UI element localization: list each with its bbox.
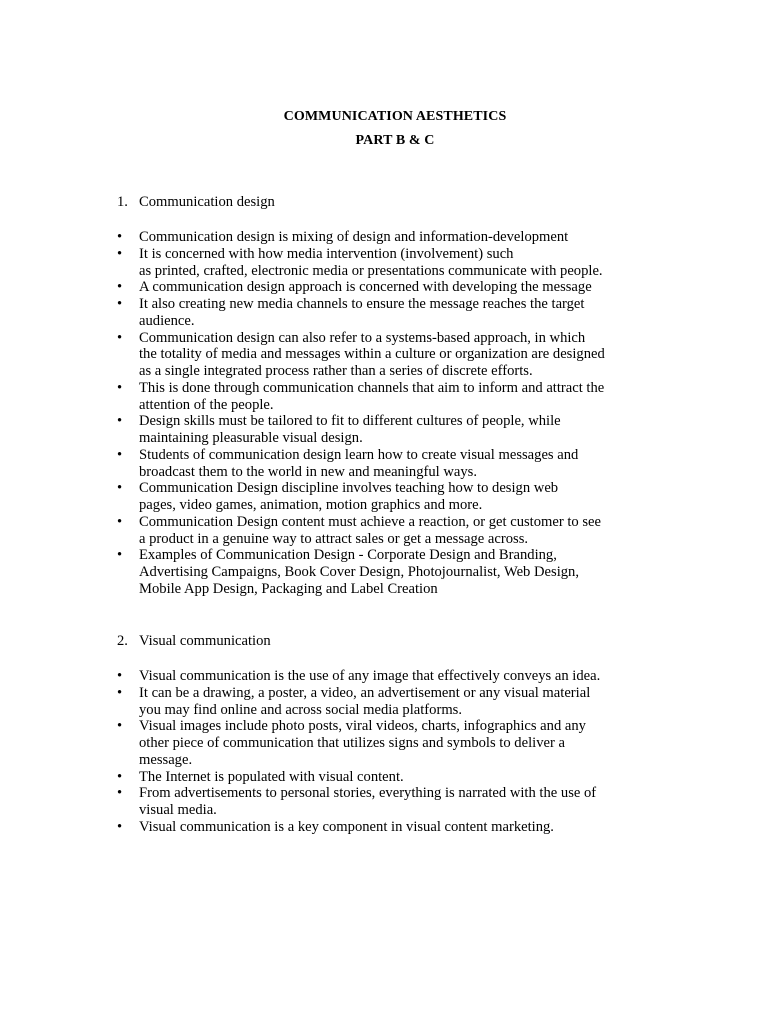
bullet-icon: • xyxy=(117,547,123,564)
document-title: COMMUNICATION AESTHETICS xyxy=(283,109,507,124)
list-item xyxy=(117,514,657,548)
section-heading-2 xyxy=(117,633,271,649)
list-item xyxy=(117,547,657,597)
section-heading-1 xyxy=(117,194,275,210)
section-number: 1. xyxy=(117,194,128,210)
list-item xyxy=(117,447,657,481)
list-item-text: Visual communication is a key component in visual content marketing. xyxy=(139,818,554,835)
list-item-text: Visual images include photo posts, viral videos, charts, infographics and any other piece of communication that utilizes signs and symbols to deliver a message. xyxy=(139,718,586,768)
bullet-icon: • xyxy=(117,296,123,312)
list-item-text: It is concerned with how media intervention (involvement) such as printed, crafted, electronic media or presentations communicate with people. xyxy=(139,245,603,279)
list-item-text: Examples of Communication Design - Corporate Design and Branding, Advertising Campaigns, Book Cover Design, Photojournalist, Web Design, Mobile App Design, Packaging and Label Creation xyxy=(139,547,579,597)
list-item-text: The Internet is populated with visual content. xyxy=(139,768,404,785)
list-item xyxy=(117,685,657,719)
list-item xyxy=(117,330,657,380)
list-item xyxy=(117,246,657,280)
list-item xyxy=(117,785,657,819)
section-title: Communication design xyxy=(139,194,275,210)
list-item-text: Design skills must be tailored to fit to different cultures of people, while maintaining pleasurable visual design. xyxy=(139,413,561,446)
bullet-list-visual-communication xyxy=(117,668,657,836)
list-item xyxy=(117,279,657,296)
bullet-icon: • xyxy=(117,480,123,497)
list-item-text: Communication design is mixing of design and information-development xyxy=(139,229,569,245)
bullet-icon: • xyxy=(117,413,123,430)
list-item xyxy=(117,718,657,768)
list-item xyxy=(117,413,657,447)
list-item-text: A communication design approach is concerned with developing the message xyxy=(139,279,592,296)
list-item-text: It also creating new media channels to ensure the message reaches the target audience. xyxy=(139,296,585,329)
list-item xyxy=(117,668,657,685)
bullet-icon: • xyxy=(117,785,123,802)
list-item-text: This is done through communication channels that aim to inform and attract the attention of the people. xyxy=(139,379,605,413)
bullet-icon: • xyxy=(117,279,123,296)
list-item xyxy=(117,296,657,330)
list-item xyxy=(117,819,657,836)
list-item-text: It can be a drawing, a poster, a video, an advertisement or any visual material you may find online and across social media platforms. xyxy=(139,684,591,718)
bullet-icon: • xyxy=(117,513,123,530)
bullet-icon: • xyxy=(117,684,123,701)
list-item-text: Visual communication is the use of any image that effectively conveys an idea. xyxy=(139,668,601,684)
section-number: 2. xyxy=(117,633,128,649)
section-title: Visual communication xyxy=(139,633,271,649)
bullet-icon: • xyxy=(117,329,123,346)
list-item-text: Communication design can also refer to a systems-based approach, in which the totality of media and messages within a culture or organization are designed as a single integrated process rather than a series of discrete efforts. xyxy=(139,329,605,379)
list-item-text: Students of communication design learn how to create visual messages and broadcast them to the world in new and meaningful ways. xyxy=(139,446,579,480)
bullet-icon: • xyxy=(117,718,123,735)
bullet-list-communication-design xyxy=(117,229,657,598)
list-item-text: Communication Design content must achieve a reaction, or get customer to see a product in a genuine way to attract sales or get a message across. xyxy=(139,513,601,547)
bullet-icon: • xyxy=(117,245,123,262)
list-item-text: From advertisements to personal stories, everything is narrated with the use of visual media. xyxy=(139,785,597,818)
bullet-icon: • xyxy=(117,818,123,835)
list-item xyxy=(117,480,657,514)
list-item xyxy=(117,229,657,246)
bullet-icon: • xyxy=(117,379,123,396)
bullet-icon: • xyxy=(117,768,123,785)
list-item xyxy=(117,769,657,786)
bullet-icon: • xyxy=(117,446,123,463)
document-subtitle: PART B & C xyxy=(355,133,435,148)
list-item-text: Communication Design discipline involves teaching how to design web pages, video games, animation, motion graphics and more. xyxy=(139,480,559,513)
bullet-icon: • xyxy=(117,668,123,684)
bullet-icon: • xyxy=(117,229,123,245)
list-item xyxy=(117,380,657,414)
